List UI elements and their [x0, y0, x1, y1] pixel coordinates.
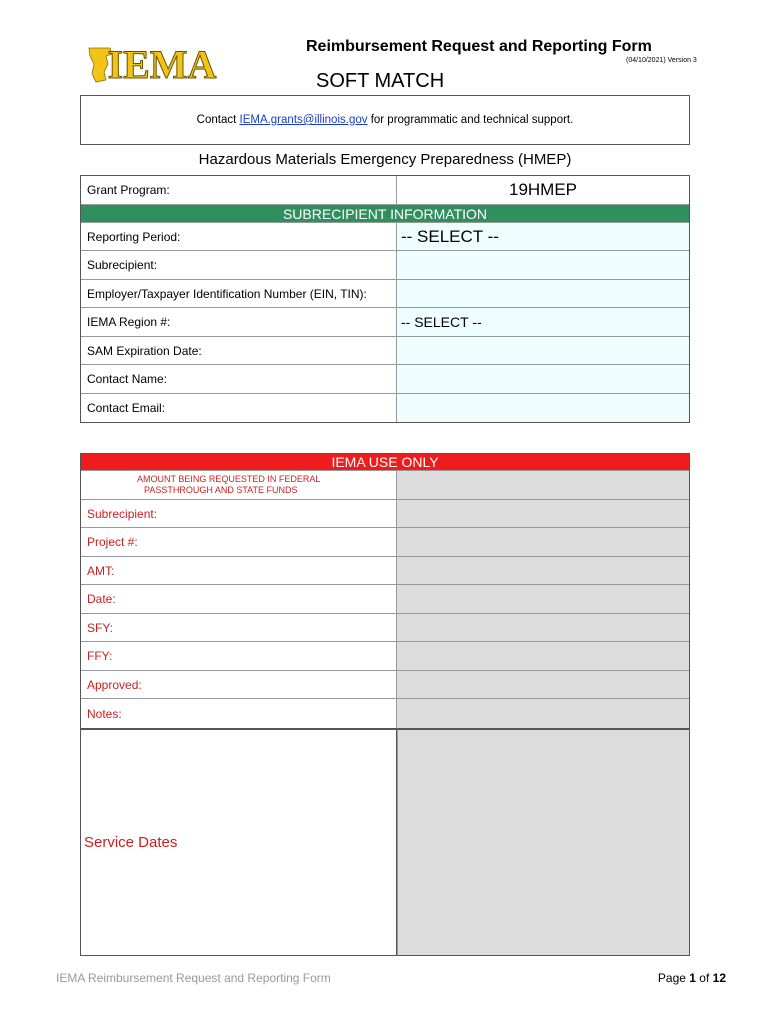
page-number: 1 — [689, 971, 696, 985]
approved-row — [81, 671, 689, 699]
form-subtitle: SOFT MATCH — [316, 70, 445, 92]
program-title: Hazardous Materials Emergency Preparedness (HMEP) — [198, 151, 572, 168]
contact-prefix: Contact — [196, 114, 240, 126]
sam-expiration-field[interactable] — [397, 337, 689, 364]
contact-email-field[interactable] — [397, 394, 689, 422]
notes-label: Notes: — [81, 699, 397, 728]
service-dates-label: Service Dates — [80, 729, 397, 956]
grant-program-label: Grant Program: — [81, 176, 397, 204]
page-of: of — [695, 971, 713, 985]
amt-label: AMT: — [81, 557, 397, 584]
page-prefix: Page — [657, 971, 690, 985]
approved-field[interactable] — [397, 671, 689, 698]
reporting-period-row — [81, 223, 689, 251]
contact-box — [80, 95, 690, 145]
footer-form-name: IEMA Reimbursement Request and Reporting Form — [56, 971, 331, 985]
project-row — [81, 528, 689, 557]
ffy-label: FFY: — [81, 642, 397, 670]
svg-text:IEMA: IEMA — [107, 42, 217, 86]
ein-tin-field[interactable] — [397, 280, 689, 307]
iema-region-select[interactable]: -- SELECT -- — [397, 308, 689, 336]
approved-label: Approved: — [81, 671, 397, 698]
subrecipient-info-table — [80, 175, 690, 423]
version-label: (04/10/2021) Version 3 — [626, 57, 697, 64]
project-label: Project #: — [81, 528, 397, 556]
contact-email-row — [81, 394, 689, 422]
contact-name-row — [81, 365, 689, 394]
amount-requested-row — [81, 471, 689, 500]
subrecipient-info-heading: SUBRECIPIENT INFORMATION — [81, 205, 689, 223]
amount-requested-field[interactable] — [397, 471, 689, 499]
subrecipient-row — [81, 251, 689, 280]
sfy-field[interactable] — [397, 614, 689, 641]
sfy-row — [81, 614, 689, 642]
notes-row — [81, 699, 689, 728]
date-row — [81, 585, 689, 614]
contact-email-link[interactable]: IEMA.grants@illinois.gov — [239, 114, 368, 126]
amount-requested-label-line2: PASSTHROUGH AND STATE FUNDS — [144, 485, 298, 495]
grant-program-row — [81, 176, 689, 205]
amt-row — [81, 557, 689, 585]
iema-region-label: IEMA Region #: — [81, 308, 397, 336]
reporting-period-select[interactable]: -- SELECT -- — [397, 223, 689, 250]
sam-expiration-label: SAM Expiration Date: — [81, 337, 397, 364]
iema-region-row — [81, 308, 689, 337]
sfy-label: SFY: — [81, 614, 397, 641]
contact-email-label: Contact Email: — [81, 394, 397, 422]
iema-subrecipient-field[interactable] — [397, 500, 689, 527]
ein-tin-row — [81, 280, 689, 308]
date-field[interactable] — [397, 585, 689, 613]
sam-expiration-row — [81, 337, 689, 365]
amount-requested-label-line1: AMOUNT BEING REQUESTED IN FEDERAL — [137, 474, 321, 484]
amt-field[interactable] — [397, 557, 689, 584]
iema-use-only-heading: IEMA USE ONLY — [81, 454, 689, 471]
contact-suffix: for programmatic and technical support. — [367, 114, 574, 126]
subrecipient-field[interactable] — [397, 251, 689, 279]
ffy-field[interactable] — [397, 642, 689, 670]
service-dates-field[interactable] — [397, 729, 690, 956]
subrecipient-label: Subrecipient: — [81, 251, 397, 279]
iema-use-only-table — [80, 453, 690, 729]
page-total: 12 — [712, 971, 726, 985]
form-title: Reimbursement Request and Reporting Form — [306, 38, 652, 55]
amount-requested-label — [81, 471, 397, 499]
page-indicator — [658, 971, 726, 985]
reporting-period-label: Reporting Period: — [81, 223, 397, 250]
iema-subrecipient-row — [81, 500, 689, 528]
ffy-row — [81, 642, 689, 671]
project-field[interactable] — [397, 528, 689, 556]
notes-field[interactable] — [397, 699, 689, 728]
contact-name-label: Contact Name: — [81, 365, 397, 393]
grant-program-value: 19HMEP — [508, 180, 578, 199]
iema-logo — [86, 40, 236, 86]
ein-tin-label: Employer/Taxpayer Identification Number (EIN, TIN): — [81, 280, 397, 307]
service-dates-section — [80, 729, 690, 956]
date-label: Date: — [81, 585, 397, 613]
iema-subrecipient-label: Subrecipient: — [81, 500, 397, 527]
contact-name-field[interactable] — [397, 365, 689, 393]
